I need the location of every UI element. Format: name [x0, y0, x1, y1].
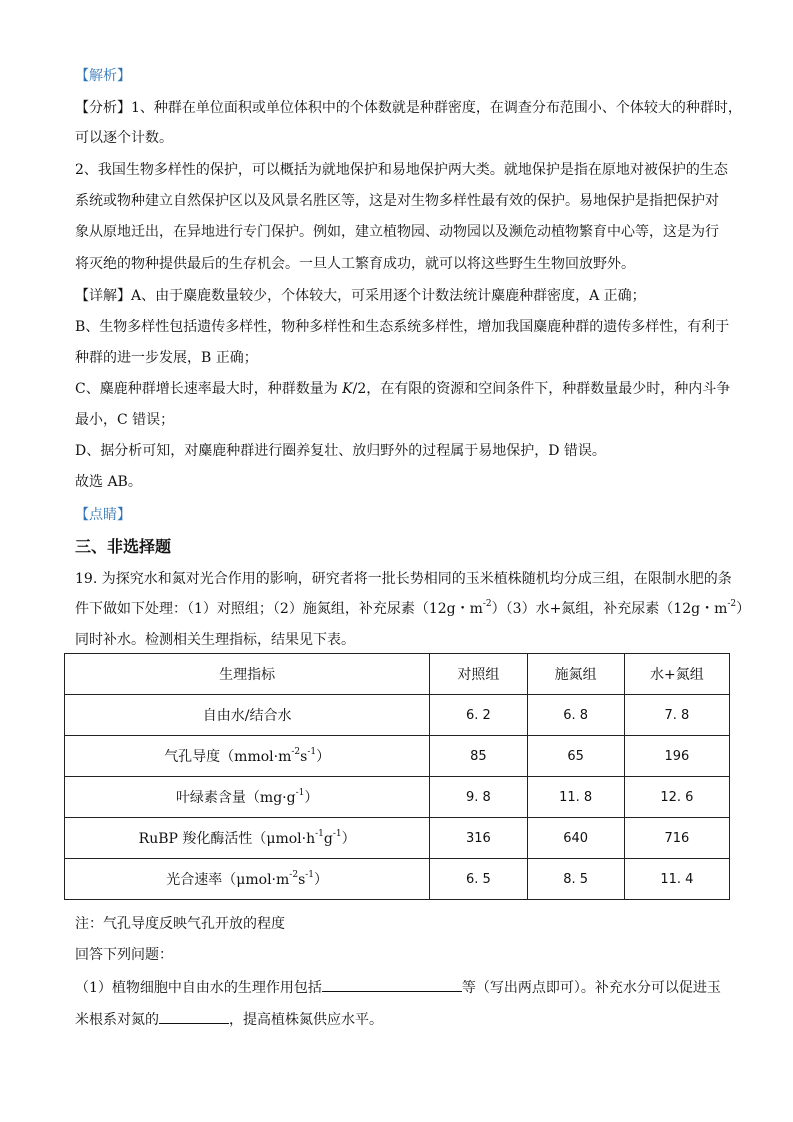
- answer-blank[interactable]: [322, 976, 462, 992]
- analysis-line-3: 2、我国生物多样性的保护，可以概括为就地保护和易地保护两大类。就地保护是指在原地对被保护的生态: [75, 162, 728, 178]
- table-header: 施氮组: [527, 654, 624, 695]
- table-cell: 196: [624, 736, 729, 777]
- superscript: -2: [727, 599, 737, 610]
- question-line-2-c: ）: [736, 601, 751, 617]
- analysis-line-4: 系统或物种建立自然保护区以及风景名胜区等，这是对生物多样性最有效的保护。易地保护是指把保护对: [75, 193, 719, 209]
- table-cell: 11. 8: [527, 777, 624, 818]
- sub-question-1-line-1: （1）植物细胞中自由水的生理作用包括 等（写出两点即可）。补充水分可以促进玉: [75, 976, 735, 998]
- analysis-line-2: 可以逐个计数。: [75, 130, 173, 146]
- table-cell: 11. 4: [624, 859, 729, 900]
- table-cell: 7. 8: [624, 695, 729, 736]
- row-label: 气孔导度$(mmol\cdot m^{-2}s^{-1})$: [65, 736, 430, 777]
- answer-blank[interactable]: [159, 1008, 229, 1024]
- table-cell: 12. 6: [624, 777, 729, 818]
- answer-prompt: 回答下列问题：: [75, 947, 173, 963]
- table-row: [65, 736, 730, 777]
- table-cell: 6. 8: [527, 695, 624, 736]
- table-cell: 9. 8: [430, 777, 527, 818]
- analysis-line-6: 将灭绝的物种提供最后的生存机会。一旦人工繁育成功，就可以将这些野生生物回放野外。: [75, 256, 635, 272]
- k-symbol: K: [342, 381, 353, 397]
- question-line-2-a: 件下做如下处理：（1）对照组；（2）施氮组，补充尿素（12g・m: [75, 601, 483, 617]
- table-cell: 316: [430, 818, 527, 859]
- detail-line-7: 故选 AB。: [75, 474, 142, 490]
- row-label: 自由水/结合水: [65, 695, 430, 736]
- detail-line-4: [75, 379, 735, 399]
- row-label: RuBP 羧化酶活性$(\mu mol\cdot h^{-1}g^{-1})$: [65, 818, 430, 859]
- question-line-3: 同时补水。检测相关生理指标，结果见下表。: [75, 632, 355, 648]
- table-row: [65, 859, 730, 900]
- detail-line-3: 种群的进一步发展，B 正确；: [75, 350, 258, 366]
- detail-line-6: D、据分析可知，对麋鹿种群进行圈养复壮、放归野外的过程属于易地保护，D 错误。: [75, 443, 606, 459]
- question-line-2: [75, 599, 751, 619]
- question-line-2-b: ）（3）水+氮组，补充尿素（12g・m: [491, 601, 728, 617]
- analysis-line-1: 【分析】1、种群在单位面积或单位体积中的个体数就是种群密度，在调查分布范围小、个体较大的种群时，: [75, 100, 742, 116]
- table-header: 对照组: [430, 654, 527, 695]
- table-cell: 6. 2: [430, 695, 527, 736]
- table-row: [65, 777, 730, 818]
- detail-line-4-start: C、麋鹿种群增长速率最大时，种群数量为: [75, 381, 343, 397]
- data-table: [64, 653, 730, 900]
- question-line-1: 19. 为探究水和氮对光合作用的影响，研究者将一批长势相同的玉米植株随机均分成三组，在限制水肥的条: [75, 571, 732, 587]
- table-header: 水+氮组: [624, 654, 729, 695]
- sub-question-1-line-2: 米根系对氮的 ，提高植株氮供应水平。: [75, 1008, 735, 1030]
- table-header: 生理指标: [65, 654, 430, 695]
- section-title: 三、非选择题: [75, 537, 172, 556]
- detail-line-5: 最小，C 错误；: [75, 412, 175, 428]
- detail-line-2: B、生物多样性包括遗传多样性，物种多样性和生态系统多样性，增加我国麋鹿种群的遗传多样性，有利于: [75, 319, 730, 335]
- table-row: [65, 695, 730, 736]
- table-row: [65, 818, 730, 859]
- table-header-row: [65, 654, 730, 695]
- table-cell: 85: [430, 736, 527, 777]
- analysis-heading: 【解析】: [75, 68, 131, 84]
- table-note: 注：气孔导度反映气孔开放的程度: [75, 916, 285, 932]
- table-cell: 640: [527, 818, 624, 859]
- table-cell: 8. 5: [527, 859, 624, 900]
- detail-line-4-end: /2，在有限的资源和空间条件下，种群数量最少时，种内斗争: [352, 381, 731, 397]
- superscript: -2: [482, 599, 492, 610]
- table-cell: 716: [624, 818, 729, 859]
- analysis-line-5: 象从原地迁出，在异地进行专门保护。例如，建立植物园、动物园以及濒危动植物繁育中心等，这是为行: [75, 224, 719, 240]
- table-cell: 6. 5: [430, 859, 527, 900]
- table-cell: 65: [527, 736, 624, 777]
- row-label: 光合速率$(\mu mol\cdot m^{-2}s^{-1})$: [65, 859, 430, 900]
- row-label: 叶绿素含量$(mg\cdot g^{-1})$: [65, 777, 430, 818]
- detail-line-1: 【详解】A、由于麋鹿数量较少，个体较大，可采用逐个计数法统计麋鹿种群密度，A 正确；: [75, 288, 646, 304]
- dianjing-heading: 【点睛】: [75, 507, 131, 523]
